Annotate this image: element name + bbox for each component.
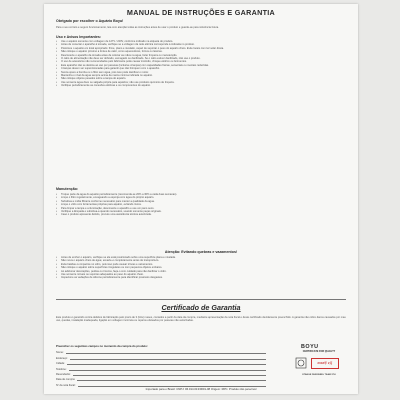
form-field-label: Endereço: — [56, 356, 68, 360]
page-title: MANUAL DE INSTRUÇÕES E GARANTIA — [126, 8, 276, 17]
list-item-text: Não mova o aquário cheio de água; esvazie-o completamente antes de transportá-lo. — [61, 259, 160, 263]
list-item-text: Antes de encher o aquário, verifique se ele está posicionado sobre uma superfície plana e nivelada. — [61, 256, 176, 259]
brand-logo: BOYU — [301, 344, 319, 350]
bullet-icon: • — [56, 76, 58, 81]
usage-heading: Uso e Avisos Importantes: — [56, 35, 102, 39]
bullet-icon: • — [56, 83, 58, 88]
list-item — [56, 84, 348, 87]
bullet-icon: • — [56, 192, 58, 196]
manual-page — [44, 4, 358, 394]
bullet-icon: • — [56, 198, 58, 203]
bullet-icon: • — [56, 79, 58, 84]
certificate-text: Este produto é garantido contra defeitos de fabricação pelo prazo de 3 (três) meses, contados a partir da data da compra, mediante apresentação da nota fiscal e deste certificado devidamente preenchido. A garantia não cobre danos causados por mau uso, quedas, instalação inadequada, ligação em voltagem incorreta ou reparos efetuados por pessoas não autorizadas. — [56, 316, 346, 323]
form-field-label: Cidade: — [56, 362, 65, 366]
bullet-icon: • — [56, 52, 58, 57]
list-item-text: Não coloque o aquário próximo a fontes de calor, como aquecedores, fornos ou lareiras. — [61, 50, 163, 54]
list-item-text: O uso de acessórios não recomendados pelo fabricante pode causar incêndio, choque elétrico ou ferimentos. — [61, 60, 187, 64]
certificate-title: Certificado de Garantia — [161, 303, 241, 312]
bullet-icon: • — [56, 261, 58, 266]
bullet-icon: • — [56, 62, 58, 67]
bullet-icon: • — [56, 275, 58, 280]
brand-block — [289, 344, 349, 380]
bullet-icon: • — [56, 258, 58, 263]
list-item-text: Ao adicionar decorações, pedras ou troncos, faça-o com cuidado para não danificar o vidro. — [61, 269, 167, 273]
list-item — [56, 276, 348, 279]
form-field[interactable] — [56, 381, 266, 386]
form-field[interactable] — [56, 360, 266, 365]
intro-text: Para o seu correto e seguro funcionamento, leia com atenção todas as instruções antes de usar o produto e guarde-as para referência futura. — [56, 26, 219, 29]
date-stamp: 2018年 2月 — [311, 358, 339, 369]
list-item-text: Crianças devem ser supervisionadas para garantir que não brinquem com o aparelho. — [61, 67, 160, 71]
list-item-text: Substitua a mídia filtrante conforme necessário para manter a qualidade da água. — [61, 199, 155, 203]
list-item-text: Use somente água doce ou salgada própria para aquários; não use produtos químicos de limpeza. — [61, 80, 175, 84]
bullet-icon: • — [56, 205, 58, 210]
thanks-heading: Obrigado por escolher o Aquário Boyu! — [56, 19, 124, 23]
form-field-line[interactable] — [77, 377, 266, 381]
bullet-icon: • — [56, 42, 58, 47]
quality-certificate-label: CERTIFICATE FOR QUALITY — [302, 350, 336, 353]
list-item-text: Limpe o vidro com ferramentas próprias para aquário, evitando riscos. — [61, 203, 142, 207]
bullet-icon: • — [56, 59, 58, 64]
form-field[interactable] — [56, 365, 266, 370]
bullet-icon: • — [56, 272, 58, 277]
form-field-label: Nome: — [56, 351, 64, 355]
form-field[interactable] — [56, 354, 266, 359]
list-item-text: Limpe o filtro regularmente, enxaguando a esponja com água do próprio aquário. — [61, 196, 155, 200]
form-field-line[interactable] — [73, 372, 266, 376]
form-field-label: Nº da nota fiscal: — [56, 383, 76, 387]
usage-list — [56, 40, 348, 88]
form-instruction: Preencher os seguintes campos no momento da compra do produto: — [56, 344, 148, 348]
bullet-icon: • — [56, 73, 58, 78]
bullet-icon: • — [56, 212, 58, 217]
bullet-icon: • — [56, 39, 58, 43]
form-field-line[interactable] — [66, 350, 266, 354]
bullet-icon: • — [56, 268, 58, 273]
bullet-icon: • — [56, 49, 58, 54]
list-item-text: Verifique a lâmpada e substitua-a quando necessário, usando somente peças originais. — [61, 210, 162, 214]
list-item-text: Desconecte o aparelho da tomada antes de colocar as mãos na água, fazer limpeza ou manutenção. — [61, 53, 178, 57]
list-item-text: Use somente móveis ou suportes adequados ao peso do aquário cheio. — [61, 273, 144, 277]
bullet-icon: • — [56, 255, 58, 259]
bullet-icon: • — [56, 209, 58, 214]
bullet-icon: • — [56, 195, 58, 200]
form-field[interactable] — [56, 349, 266, 354]
list-item-text: Nunca opere a bomba ou o filtro sem água, pois isso pode danificar o motor. — [61, 70, 149, 74]
warning-heading: Atenção: Evitando quebras e vazamentos! — [164, 250, 238, 254]
list-item-text: O cabo de alimentação não deve ser dobrado, esmagado ou danificado. Se o cabo estiver danificado, não use o produto. — [61, 57, 201, 61]
list-item-text: Antes de conectar o aparelho à tomada, verifique se a voltagem da rede elétrica corresponde à indicada no produto. — [61, 43, 195, 47]
list-item-text: Evite batidas ou impactos no vidro, pois isso pode causar trincas e vazamentos. — [61, 262, 153, 266]
maintenance-heading: Manutenção: — [56, 187, 79, 191]
bullet-icon: • — [56, 69, 58, 74]
inspection-icon — [295, 357, 307, 369]
brand-footer: ETANGE PASSWEEL TEAM 9TH — [302, 374, 336, 376]
form-field-line[interactable] — [70, 356, 266, 360]
list-item — [56, 213, 348, 216]
section-divider — [56, 299, 346, 300]
list-item-text: Mantenha o nível da água sempre acima da marca mínima indicada no aquário. — [61, 74, 153, 78]
list-item-text: Este aparelho não se destina ao uso por pessoas (inclusive crianças) com capacidades físicas, sensoriais ou mentais reduzidas. — [61, 63, 209, 67]
purchase-form — [56, 344, 266, 387]
import-footer: Importado para o Brasil: CNPJ: 06.014.013/0001-08 Origem: RPC. Produto não perecível — [145, 387, 257, 391]
warning-list — [56, 256, 348, 280]
form-field-label: Telefone: — [56, 367, 67, 371]
list-item-text: Para limpar a tampa e a iluminação, desconecte o aparelho e use um pano seco. — [61, 206, 155, 210]
bullet-icon: • — [56, 66, 58, 71]
form-field-line[interactable] — [67, 361, 266, 365]
form-field-label: Data de compra: — [56, 378, 76, 382]
form-field[interactable] — [56, 376, 266, 381]
list-item-text: Inspecione as vedações de silicone periodicamente para identificar possíveis desgastes. — [61, 276, 163, 280]
bullet-icon: • — [56, 45, 58, 50]
list-item-text: Verifique periodicamente as conexões elétricas e os componentes do aquário. — [61, 84, 151, 88]
form-field-line[interactable] — [69, 367, 266, 371]
bullet-icon: • — [56, 265, 58, 270]
bullet-icon: • — [56, 56, 58, 61]
list-item-text: Não coloque objetos pesados sobre a tampa do aquário. — [61, 77, 127, 81]
bullet-icon: • — [56, 202, 58, 207]
form-field-label: Revendedor: — [56, 372, 71, 376]
list-item-text: Não coloque o aquário sobre superfícies irregulares ou com pequenos objetos embaixo. — [61, 266, 163, 270]
list-item-text: Use o aquário somente com voltagem de 127V / 220V, conforme indicado na etiqueta do produto. — [61, 40, 174, 43]
form-field[interactable] — [56, 371, 266, 376]
list-item-text: Troque parte da água do aquário periodicamente (recomenda-se 20% a 30% a cada duas semanas). — [61, 193, 178, 196]
maintenance-list — [56, 193, 348, 217]
list-item-text: Posicione o aquário em local apropriado: firme, plano e nivelado, capaz de suportar o peso do aquário cheio. Evite locais com luz solar direta. — [61, 46, 224, 50]
list-item-text: Caso o produto apresente defeito, procure uma assistência técnica autorizada. — [61, 213, 152, 217]
